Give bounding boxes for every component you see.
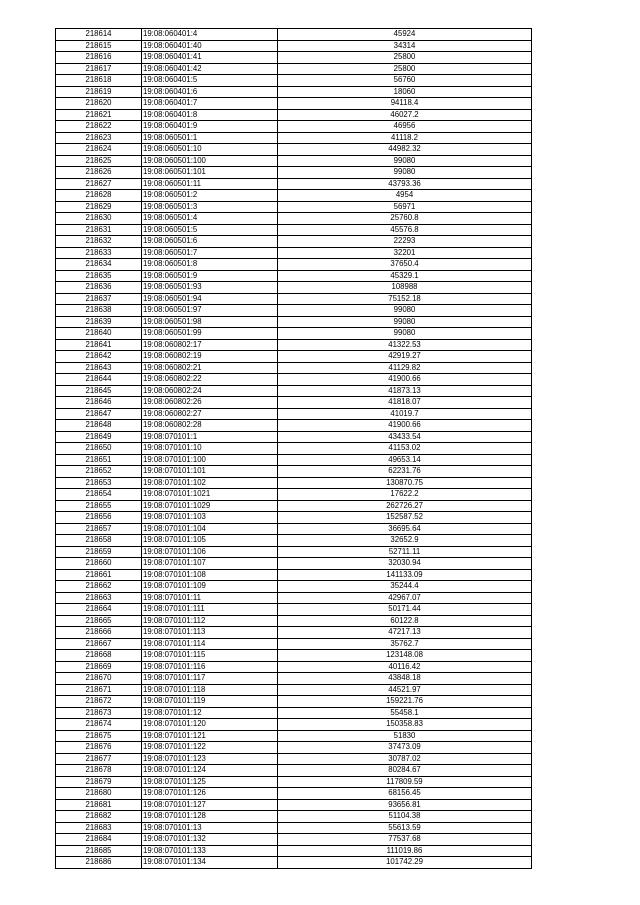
table-row <box>56 719 532 731</box>
value-cell: 159221.76 <box>278 696 532 708</box>
cadastral-number-cell: 19:08:070101:121 <box>142 730 278 742</box>
value-cell: 60122.8 <box>278 615 532 627</box>
value-cell: 32652.9 <box>278 535 532 547</box>
row-number-cell: 218685 <box>56 845 142 857</box>
table-row <box>56 569 532 581</box>
cadastral-number-cell: 19:08:060501:6 <box>142 236 278 248</box>
value-cell: 43793.36 <box>278 178 532 190</box>
table-row <box>56 351 532 363</box>
cadastral-number-cell: 19:08:060501:1 <box>142 132 278 144</box>
value-cell: 101742.29 <box>278 857 532 869</box>
value-cell: 17622.2 <box>278 489 532 501</box>
table-row <box>56 374 532 386</box>
table-row <box>56 627 532 639</box>
value-cell: 55613.59 <box>278 822 532 834</box>
table-row <box>56 454 532 466</box>
row-number-cell: 218650 <box>56 443 142 455</box>
value-cell: 4954 <box>278 190 532 202</box>
value-cell: 41118.2 <box>278 132 532 144</box>
cadastral-number-cell: 19:08:060802:17 <box>142 339 278 351</box>
row-number-cell: 218682 <box>56 811 142 823</box>
table-row <box>56 420 532 432</box>
row-number-cell: 218624 <box>56 144 142 156</box>
row-number-cell: 218655 <box>56 500 142 512</box>
cadastral-number-cell: 19:08:070101:103 <box>142 512 278 524</box>
table-row <box>56 546 532 558</box>
table-row <box>56 293 532 305</box>
row-number-cell: 218668 <box>56 650 142 662</box>
table-row <box>56 834 532 846</box>
cadastral-number-cell: 19:08:070101:128 <box>142 811 278 823</box>
row-number-cell: 218670 <box>56 673 142 685</box>
table-row <box>56 696 532 708</box>
cadastral-number-cell: 19:08:060802:27 <box>142 408 278 420</box>
cadastral-number-cell: 19:08:070101:116 <box>142 661 278 673</box>
row-number-cell: 218686 <box>56 857 142 869</box>
cadastral-number-cell: 19:08:070101:125 <box>142 776 278 788</box>
value-cell: 77537.68 <box>278 834 532 846</box>
row-number-cell: 218656 <box>56 512 142 524</box>
row-number-cell: 218676 <box>56 742 142 754</box>
value-cell: 99080 <box>278 167 532 179</box>
value-cell: 117809.59 <box>278 776 532 788</box>
cadastral-number-cell: 19:08:070101:126 <box>142 788 278 800</box>
table-row <box>56 799 532 811</box>
value-cell: 44521.97 <box>278 684 532 696</box>
row-number-cell: 218664 <box>56 604 142 616</box>
table-row <box>56 512 532 524</box>
table-row <box>56 535 532 547</box>
cadastral-number-cell: 19:08:060802:22 <box>142 374 278 386</box>
row-number-cell: 218620 <box>56 98 142 110</box>
row-number-cell: 218615 <box>56 40 142 52</box>
row-number-cell: 218638 <box>56 305 142 317</box>
value-cell: 80284.67 <box>278 765 532 777</box>
cadastral-number-cell: 19:08:070101:117 <box>142 673 278 685</box>
cadastral-number-cell: 19:08:070101:13 <box>142 822 278 834</box>
row-number-cell: 218649 <box>56 431 142 443</box>
cadastral-number-cell: 19:08:060401:41 <box>142 52 278 64</box>
row-number-cell: 218662 <box>56 581 142 593</box>
row-number-cell: 218665 <box>56 615 142 627</box>
cadastral-number-cell: 19:08:070101:122 <box>142 742 278 754</box>
table-row <box>56 604 532 616</box>
cadastral-number-cell: 19:08:060401:6 <box>142 86 278 98</box>
value-cell: 94118.4 <box>278 98 532 110</box>
cadastral-number-cell: 19:08:060802:28 <box>142 420 278 432</box>
value-cell: 47217.13 <box>278 627 532 639</box>
table-row <box>56 178 532 190</box>
cadastral-number-cell: 19:08:060501:8 <box>142 259 278 271</box>
value-cell: 18060 <box>278 86 532 98</box>
value-cell: 37650.4 <box>278 259 532 271</box>
value-cell: 152587.52 <box>278 512 532 524</box>
value-cell: 34314 <box>278 40 532 52</box>
row-number-cell: 218632 <box>56 236 142 248</box>
cadastral-number-cell: 19:08:070101:107 <box>142 558 278 570</box>
table-row <box>56 615 532 627</box>
table-row <box>56 259 532 271</box>
cadastral-number-cell: 19:08:060401:8 <box>142 109 278 121</box>
cadastral-number-cell: 19:08:060401:5 <box>142 75 278 87</box>
value-cell: 41900.66 <box>278 374 532 386</box>
value-cell: 99080 <box>278 328 532 340</box>
cadastral-number-cell: 19:08:070101:127 <box>142 799 278 811</box>
cadastral-number-cell: 19:08:060501:100 <box>142 155 278 167</box>
table-row <box>56 236 532 248</box>
value-cell: 56760 <box>278 75 532 87</box>
cadastral-number-cell: 19:08:070101:108 <box>142 569 278 581</box>
table-body <box>56 29 532 869</box>
table-row <box>56 121 532 133</box>
cadastral-number-cell: 19:08:060501:10 <box>142 144 278 156</box>
table-row <box>56 29 532 41</box>
row-number-cell: 218627 <box>56 178 142 190</box>
row-number-cell: 218684 <box>56 834 142 846</box>
row-number-cell: 218645 <box>56 385 142 397</box>
cadastral-value-table <box>55 28 532 869</box>
value-cell: 30787.02 <box>278 753 532 765</box>
cadastral-number-cell: 19:08:060401:7 <box>142 98 278 110</box>
table-row <box>56 477 532 489</box>
row-number-cell: 218651 <box>56 454 142 466</box>
row-number-cell: 218631 <box>56 224 142 236</box>
value-cell: 43848.18 <box>278 673 532 685</box>
row-number-cell: 218641 <box>56 339 142 351</box>
row-number-cell: 218626 <box>56 167 142 179</box>
value-cell: 51830 <box>278 730 532 742</box>
value-cell: 45576.8 <box>278 224 532 236</box>
value-cell: 41322.53 <box>278 339 532 351</box>
row-number-cell: 218614 <box>56 29 142 41</box>
row-number-cell: 218629 <box>56 201 142 213</box>
table-row <box>56 109 532 121</box>
value-cell: 99080 <box>278 316 532 328</box>
value-cell: 93656.81 <box>278 799 532 811</box>
value-cell: 37473.09 <box>278 742 532 754</box>
table-row <box>56 98 532 110</box>
table-row <box>56 155 532 167</box>
row-number-cell: 218683 <box>56 822 142 834</box>
cadastral-number-cell: 19:08:060802:21 <box>142 362 278 374</box>
table-row <box>56 500 532 512</box>
row-number-cell: 218642 <box>56 351 142 363</box>
row-number-cell: 218618 <box>56 75 142 87</box>
table-row <box>56 63 532 75</box>
table-row <box>56 788 532 800</box>
cadastral-number-cell: 19:08:060501:101 <box>142 167 278 179</box>
row-number-cell: 218677 <box>56 753 142 765</box>
value-cell: 62231.76 <box>278 466 532 478</box>
table-row <box>56 385 532 397</box>
value-cell: 41818.07 <box>278 397 532 409</box>
cadastral-number-cell: 19:08:070101:118 <box>142 684 278 696</box>
row-number-cell: 218644 <box>56 374 142 386</box>
value-cell: 25800 <box>278 63 532 75</box>
cadastral-number-cell: 19:08:070101:104 <box>142 523 278 535</box>
table-row <box>56 247 532 259</box>
table-row <box>56 213 532 225</box>
table-row <box>56 224 532 236</box>
row-number-cell: 218639 <box>56 316 142 328</box>
cadastral-number-cell: 19:08:060501:4 <box>142 213 278 225</box>
table-row <box>56 684 532 696</box>
value-cell: 52711.11 <box>278 546 532 558</box>
cadastral-number-cell: 19:08:070101:105 <box>142 535 278 547</box>
value-cell: 68156.45 <box>278 788 532 800</box>
cadastral-number-cell: 19:08:070101:10 <box>142 443 278 455</box>
row-number-cell: 218673 <box>56 707 142 719</box>
table-row <box>56 40 532 52</box>
table-row <box>56 201 532 213</box>
table-row <box>56 811 532 823</box>
cadastral-number-cell: 19:08:060501:97 <box>142 305 278 317</box>
row-number-cell: 218672 <box>56 696 142 708</box>
cadastral-number-cell: 19:08:060802:19 <box>142 351 278 363</box>
row-number-cell: 218621 <box>56 109 142 121</box>
row-number-cell: 218675 <box>56 730 142 742</box>
value-cell: 40116.42 <box>278 661 532 673</box>
value-cell: 32030.94 <box>278 558 532 570</box>
cadastral-number-cell: 19:08:060501:5 <box>142 224 278 236</box>
table-row <box>56 408 532 420</box>
row-number-cell: 218671 <box>56 684 142 696</box>
cadastral-number-cell: 19:08:060501:2 <box>142 190 278 202</box>
cadastral-number-cell: 19:08:070101:114 <box>142 638 278 650</box>
value-cell: 99080 <box>278 305 532 317</box>
table-row <box>56 52 532 64</box>
cadastral-number-cell: 19:08:060802:26 <box>142 397 278 409</box>
row-number-cell: 218635 <box>56 270 142 282</box>
cadastral-number-cell: 19:08:060501:94 <box>142 293 278 305</box>
table-row <box>56 776 532 788</box>
table-row <box>56 592 532 604</box>
value-cell: 108988 <box>278 282 532 294</box>
value-cell: 141133.09 <box>278 569 532 581</box>
table-row <box>56 305 532 317</box>
value-cell: 41900.66 <box>278 420 532 432</box>
row-number-cell: 218660 <box>56 558 142 570</box>
value-cell: 111019.86 <box>278 845 532 857</box>
value-cell: 41873.13 <box>278 385 532 397</box>
row-number-cell: 218637 <box>56 293 142 305</box>
value-cell: 45329.1 <box>278 270 532 282</box>
value-cell: 262726.27 <box>278 500 532 512</box>
cadastral-number-cell: 19:08:070101:11 <box>142 592 278 604</box>
cadastral-number-cell: 19:08:060401:40 <box>142 40 278 52</box>
table-row <box>56 132 532 144</box>
cadastral-number-cell: 19:08:070101:113 <box>142 627 278 639</box>
value-cell: 42919.27 <box>278 351 532 363</box>
value-cell: 41153.02 <box>278 443 532 455</box>
value-cell: 56971 <box>278 201 532 213</box>
row-number-cell: 218633 <box>56 247 142 259</box>
value-cell: 46956 <box>278 121 532 133</box>
value-cell: 42967.07 <box>278 592 532 604</box>
table-row <box>56 845 532 857</box>
table-row <box>56 397 532 409</box>
row-number-cell: 218654 <box>56 489 142 501</box>
value-cell: 46027.2 <box>278 109 532 121</box>
table-row <box>56 339 532 351</box>
table-row <box>56 443 532 455</box>
document-page <box>55 28 531 869</box>
row-number-cell: 218628 <box>56 190 142 202</box>
table-row <box>56 638 532 650</box>
table-row <box>56 316 532 328</box>
value-cell: 22293 <box>278 236 532 248</box>
row-number-cell: 218658 <box>56 535 142 547</box>
value-cell: 45924 <box>278 29 532 41</box>
table-row <box>56 328 532 340</box>
table-row <box>56 730 532 742</box>
row-number-cell: 218661 <box>56 569 142 581</box>
row-number-cell: 218630 <box>56 213 142 225</box>
row-number-cell: 218640 <box>56 328 142 340</box>
value-cell: 43433.54 <box>278 431 532 443</box>
cadastral-number-cell: 19:08:070101:1021 <box>142 489 278 501</box>
cadastral-number-cell: 19:08:060501:9 <box>142 270 278 282</box>
table-row <box>56 270 532 282</box>
table-row <box>56 489 532 501</box>
row-number-cell: 218657 <box>56 523 142 535</box>
table-row <box>56 362 532 374</box>
value-cell: 25800 <box>278 52 532 64</box>
cadastral-number-cell: 19:08:070101:12 <box>142 707 278 719</box>
cadastral-number-cell: 19:08:060401:4 <box>142 29 278 41</box>
cadastral-number-cell: 19:08:060501:11 <box>142 178 278 190</box>
table-row <box>56 190 532 202</box>
row-number-cell: 218674 <box>56 719 142 731</box>
table-row <box>56 650 532 662</box>
cadastral-number-cell: 19:08:070101:101 <box>142 466 278 478</box>
row-number-cell: 218648 <box>56 420 142 432</box>
cadastral-number-cell: 19:08:060401:42 <box>142 63 278 75</box>
cadastral-number-cell: 19:08:070101:115 <box>142 650 278 662</box>
table-row <box>56 558 532 570</box>
table-row <box>56 86 532 98</box>
row-number-cell: 218669 <box>56 661 142 673</box>
row-number-cell: 218619 <box>56 86 142 98</box>
value-cell: 99080 <box>278 155 532 167</box>
table-row <box>56 466 532 478</box>
cadastral-number-cell: 19:08:060501:7 <box>142 247 278 259</box>
table-row <box>56 523 532 535</box>
cadastral-number-cell: 19:08:060501:98 <box>142 316 278 328</box>
value-cell: 49653.14 <box>278 454 532 466</box>
cadastral-number-cell: 19:08:070101:134 <box>142 857 278 869</box>
row-number-cell: 218678 <box>56 765 142 777</box>
cadastral-number-cell: 19:08:070101:100 <box>142 454 278 466</box>
row-number-cell: 218623 <box>56 132 142 144</box>
row-number-cell: 218634 <box>56 259 142 271</box>
table-row <box>56 167 532 179</box>
row-number-cell: 218663 <box>56 592 142 604</box>
cadastral-number-cell: 19:08:060501:3 <box>142 201 278 213</box>
row-number-cell: 218625 <box>56 155 142 167</box>
value-cell: 44982.32 <box>278 144 532 156</box>
row-number-cell: 218616 <box>56 52 142 64</box>
row-number-cell: 218667 <box>56 638 142 650</box>
cadastral-number-cell: 19:08:070101:123 <box>142 753 278 765</box>
row-number-cell: 218622 <box>56 121 142 133</box>
cadastral-number-cell: 19:08:060802:24 <box>142 385 278 397</box>
table-row <box>56 144 532 156</box>
table-row <box>56 753 532 765</box>
cadastral-number-cell: 19:08:070101:132 <box>142 834 278 846</box>
row-number-cell: 218681 <box>56 799 142 811</box>
table-row <box>56 75 532 87</box>
table-row <box>56 661 532 673</box>
value-cell: 35762.7 <box>278 638 532 650</box>
value-cell: 123148.08 <box>278 650 532 662</box>
row-number-cell: 218646 <box>56 397 142 409</box>
value-cell: 51104.38 <box>278 811 532 823</box>
cadastral-number-cell: 19:08:070101:124 <box>142 765 278 777</box>
cadastral-number-cell: 19:08:070101:106 <box>142 546 278 558</box>
cadastral-number-cell: 19:08:070101:119 <box>142 696 278 708</box>
cadastral-number-cell: 19:08:070101:109 <box>142 581 278 593</box>
row-number-cell: 218643 <box>56 362 142 374</box>
cadastral-number-cell: 19:08:070101:102 <box>142 477 278 489</box>
table-row <box>56 282 532 294</box>
table-row <box>56 857 532 869</box>
cadastral-number-cell: 19:08:070101:133 <box>142 845 278 857</box>
value-cell: 41129.82 <box>278 362 532 374</box>
value-cell: 55458.1 <box>278 707 532 719</box>
value-cell: 75152.18 <box>278 293 532 305</box>
cadastral-number-cell: 19:08:070101:1029 <box>142 500 278 512</box>
value-cell: 50171.44 <box>278 604 532 616</box>
value-cell: 32201 <box>278 247 532 259</box>
row-number-cell: 218666 <box>56 627 142 639</box>
cadastral-number-cell: 19:08:070101:120 <box>142 719 278 731</box>
value-cell: 25760.8 <box>278 213 532 225</box>
row-number-cell: 218679 <box>56 776 142 788</box>
value-cell: 130870.75 <box>278 477 532 489</box>
value-cell: 41019.7 <box>278 408 532 420</box>
table-row <box>56 581 532 593</box>
value-cell: 35244.4 <box>278 581 532 593</box>
cadastral-number-cell: 19:08:070101:111 <box>142 604 278 616</box>
value-cell: 36695.64 <box>278 523 532 535</box>
table-row <box>56 707 532 719</box>
row-number-cell: 218653 <box>56 477 142 489</box>
row-number-cell: 218659 <box>56 546 142 558</box>
cadastral-number-cell: 19:08:060501:93 <box>142 282 278 294</box>
row-number-cell: 218652 <box>56 466 142 478</box>
row-number-cell: 218617 <box>56 63 142 75</box>
table-row <box>56 673 532 685</box>
row-number-cell: 218636 <box>56 282 142 294</box>
table-row <box>56 742 532 754</box>
value-cell: 150358.83 <box>278 719 532 731</box>
table-row <box>56 431 532 443</box>
table-row <box>56 822 532 834</box>
cadastral-number-cell: 19:08:060501:99 <box>142 328 278 340</box>
cadastral-number-cell: 19:08:070101:112 <box>142 615 278 627</box>
row-number-cell: 218647 <box>56 408 142 420</box>
table-row <box>56 765 532 777</box>
cadastral-number-cell: 19:08:070101:1 <box>142 431 278 443</box>
row-number-cell: 218680 <box>56 788 142 800</box>
cadastral-number-cell: 19:08:060401:9 <box>142 121 278 133</box>
